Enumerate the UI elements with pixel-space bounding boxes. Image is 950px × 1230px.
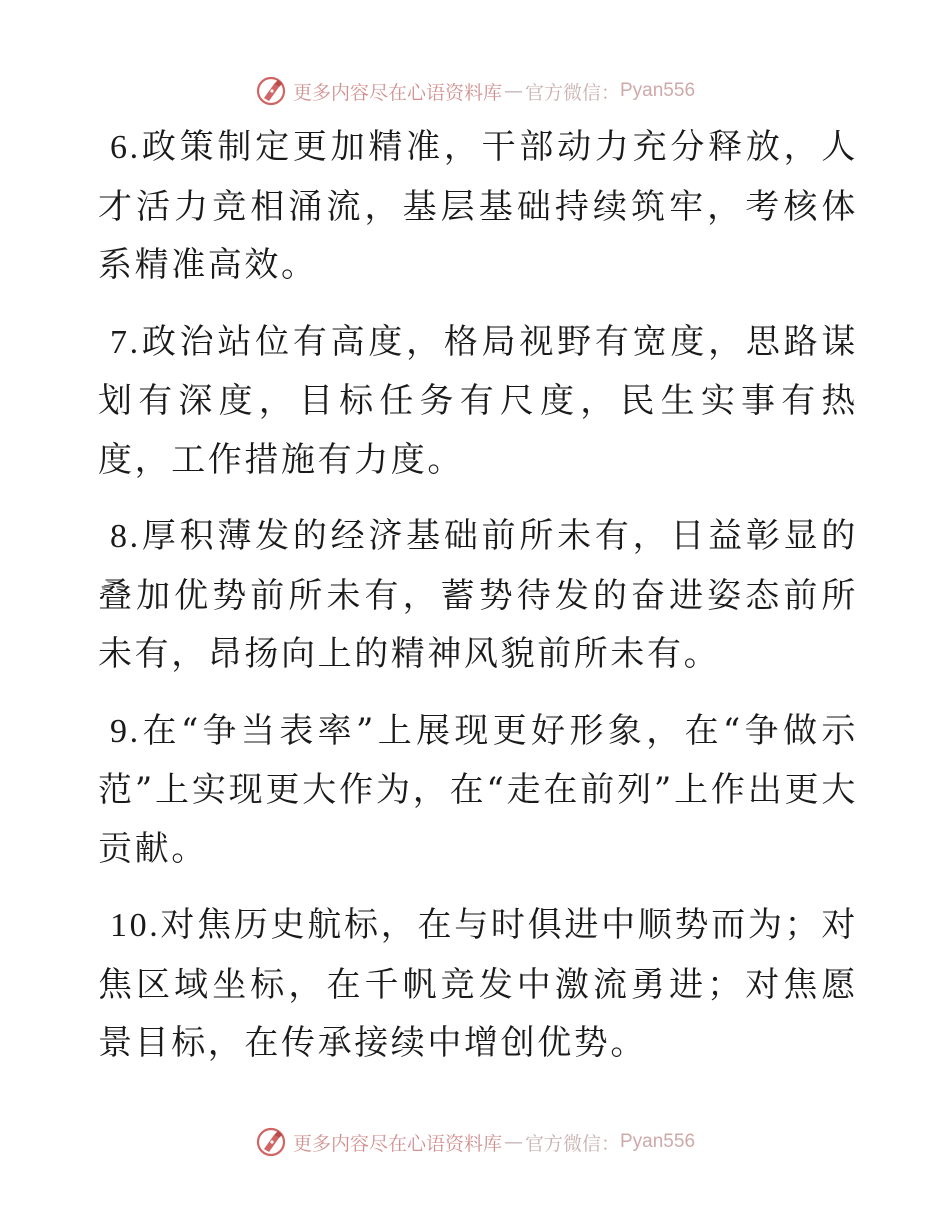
- list-item: [98, 313, 858, 490]
- item-text: 在“争当表率”上展现更好形象，在“争做示范”上实现更大作为，在“走在前列”上作出更大贡献。: [98, 710, 858, 869]
- banner-wechat-label: 官方微信：: [524, 1132, 620, 1155]
- item-text: 厚积薄发的经济基础前所未有，日益彰显的叠加优势前所未有，蓄势待发的奋进姿态前所未有，昂扬向上的精神风貌前所未有。: [98, 516, 858, 674]
- banner-separator: —: [503, 1131, 523, 1153]
- item-number: 10.: [110, 907, 161, 944]
- pen-nib-logo-icon: [255, 75, 287, 107]
- banner-brand-text: 更多内容尽在心语资料库: [292, 81, 502, 104]
- banner-wechat-id: Pyan556: [620, 80, 696, 101]
- banner-wechat-id: Pyan556: [620, 1131, 696, 1152]
- banner-separator: —: [503, 80, 523, 102]
- footer-watermark-banner: [0, 1122, 950, 1162]
- list-item: [98, 702, 858, 879]
- list-item: [98, 118, 858, 295]
- item-number: 6.: [110, 129, 141, 166]
- document-body: [98, 118, 858, 1091]
- list-item: [98, 507, 858, 684]
- banner-wechat-label: 官方微信：: [524, 81, 620, 104]
- banner-brand-text: 更多内容尽在心语资料库: [292, 1132, 502, 1155]
- item-text: 政策制定更加精准，干部动力充分释放，人才活力竞相涌流，基层基础持续筑牢，考核体系精准高效。: [98, 127, 858, 285]
- item-text: 对焦历史航标，在与时俱进中顺势而为；对焦区域坐标，在千帆竞发中激流勇进；对焦愿景目标，在传承接续中增创优势。: [98, 905, 858, 1063]
- item-number: 9.: [110, 712, 141, 750]
- item-number: 8.: [110, 518, 141, 555]
- header-watermark-banner: [0, 71, 950, 111]
- pen-nib-logo-icon: [255, 1126, 287, 1158]
- item-text: 政治站位有高度，格局视野有宽度，思路谋划有深度，目标任务有尺度，民生实事有热度，工作措施有力度。: [98, 321, 858, 480]
- item-number: 7.: [110, 323, 141, 361]
- list-item: [98, 896, 858, 1073]
